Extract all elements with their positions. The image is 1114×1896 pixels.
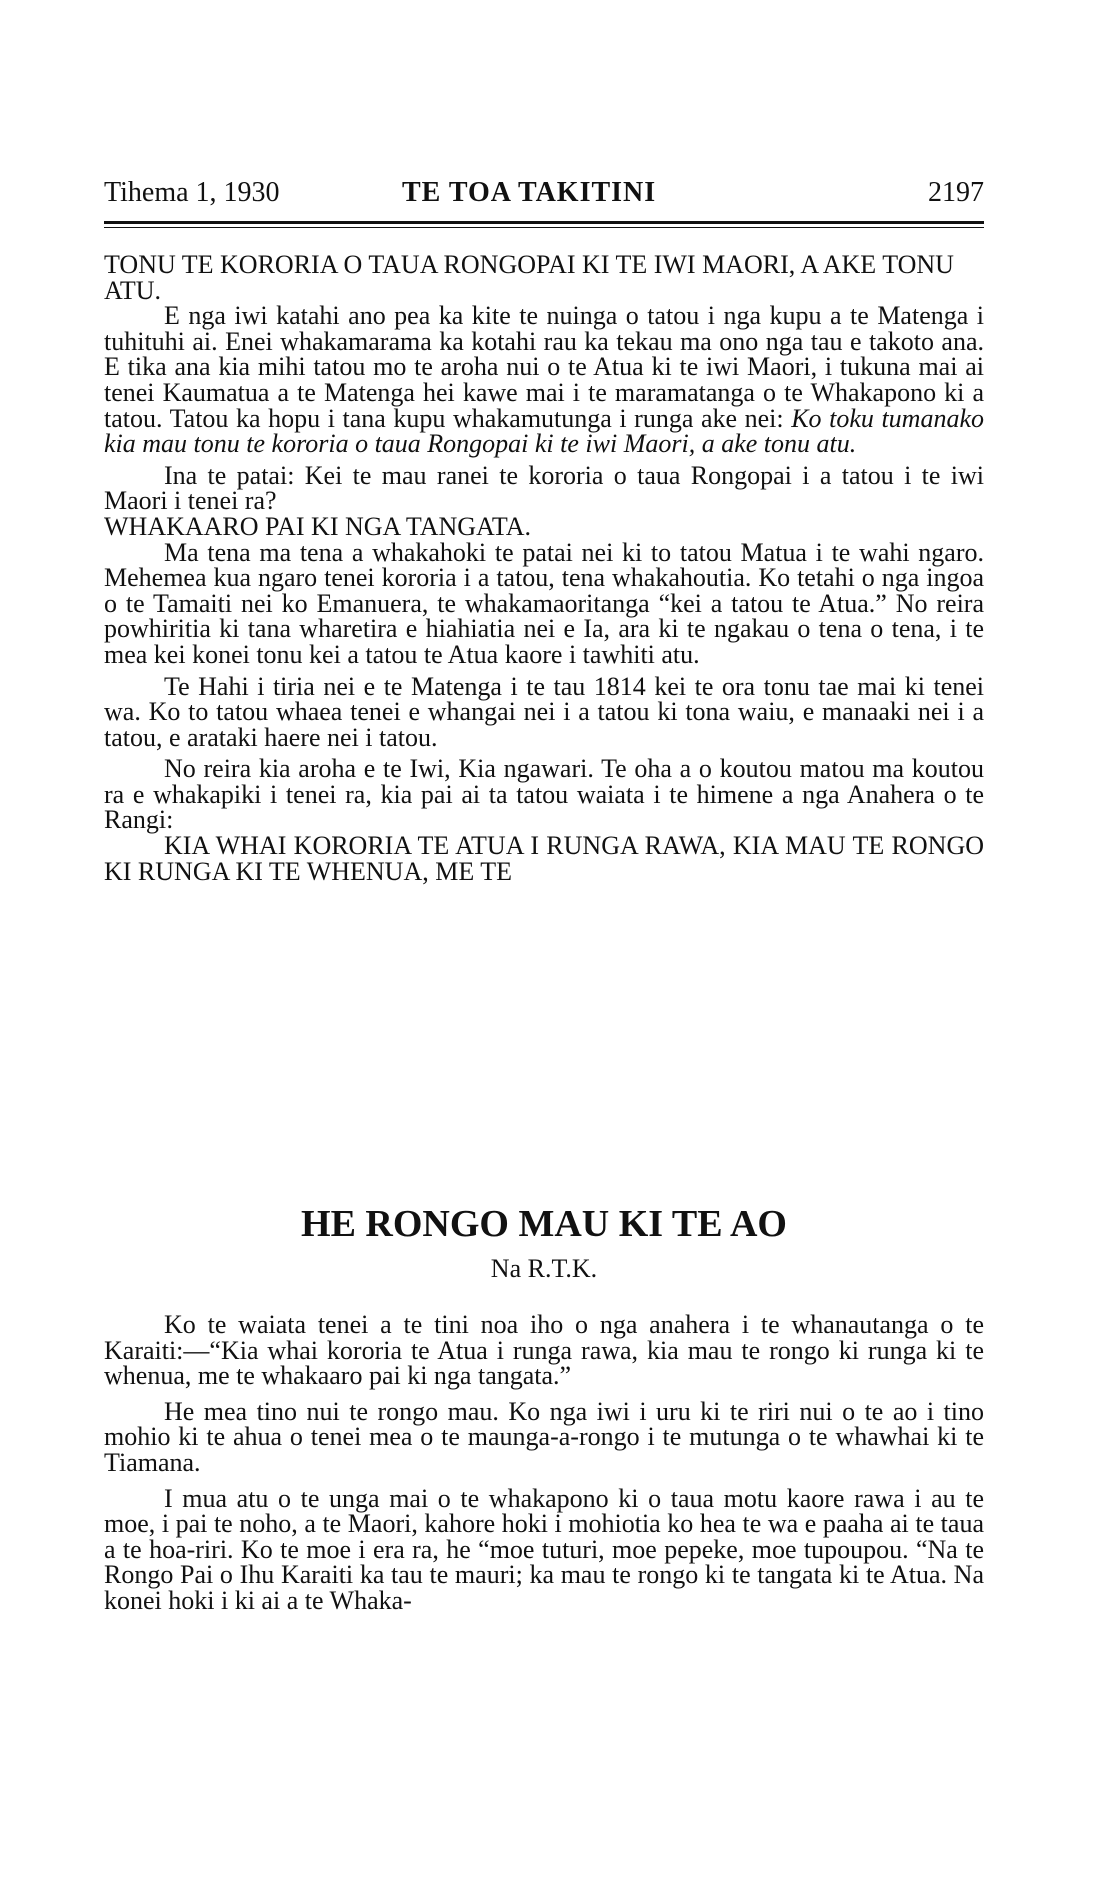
italic-quote: Ko toku tumanako kia mau tonu te kororia o taua Rongopai ki te iwi Maori, a ake tonu atu. — [104, 403, 984, 459]
paragraph — [104, 303, 984, 457]
article-heading: HE RONGO MAU KI TE AO — [301, 1203, 787, 1245]
paragraph: Te Hahi i tiria nei e te Matenga i te tau 1814 kei te ora tonu tae mai ki tenei wa. Ko to tatou whaea tenei e whangai nei i a tatou ki tona waiu, e manaaki nei i a tatou, e arataki haere nei i tatou. — [104, 671, 984, 752]
publication-title: TE TOA TAKITINI — [402, 177, 657, 208]
paragraph: No reira kia aroha e te Iwi, Kia ngawari. Te oha a o koutou matou ma koutou ra e whakapiki i tenei ra, kia pai ai ta tatou waiata i te himene a nga Anahera o te Rangi: — [104, 754, 984, 835]
article-body — [104, 1312, 984, 1614]
paragraph: Ko te waiata tenei a te tini noa iho o nga anahera i te whanautanga o te Karaiti:—“Kia whai kororia te Atua i runga rawa, kia mau te rongo ki runga ki te whenua, me te whakaaro pai ki nga tangata.” — [104, 1310, 984, 1391]
paragraph-text: E nga iwi katahi ano pea ka kite te nuinga o tatou i nga kupu a te Matenga i tuhituhi ai. Enei whakamarama ka kotahi rau ka tekau ma ono nga tau e takoto ana. E tika ana kia mihi tatou mo te aroha nui o te Atua ki te iwi Maori, i tukuna mai ai tenei Kaumatua a te Matenga hei kawe mai i te maramatanga o te Whakapono ki a tatou. Tatou ka hopu i tana kupu whakamutunga i runga ake nei: — [104, 301, 984, 433]
article-continued — [104, 252, 984, 884]
paragraph: I mua atu o te unga mai o te whakapono ki o taua motu kaore rawa i au te moe, i pai te noho, a te Maori, kahore hoki i mohiotia ko hea te wa e paaha ai te taua a te hoa-riri. Ko te moe i era ra, he “moe tuturi, moe pepeke, moe tupoupou. “Na te Rongo Pai o Ihu Karaiti ka tau te mauri; ka mau te rongo ki te tangata ki te Atua. Na konei hoki i ki ai a te Whaka- — [104, 1483, 984, 1615]
caps-paragraph: TONU TE KORORIA O TAUA RONGOPAI KI TE IWI MAORI, A AKE TONU ATU. — [104, 250, 954, 305]
page-number: 2197 — [928, 177, 984, 208]
caps-paragraph: KIA WHAI KORORIA TE ATUA I RUNGA RAWA, KIA MAU TE RONGO KI RUNGA KI TE WHENUA, ME TE — [104, 831, 984, 886]
paragraph: He mea tino nui te rongo mau. Ko nga iwi i uru ki te riri nui o te ao i tino mohio ki te ahua o tenei mea o te maunga-a-rongo i te mutunga o te whawhai ki te Tiamana. — [104, 1396, 984, 1477]
issue-date: Tihema 1, 1930 — [104, 177, 280, 208]
article-byline: Na R.T.K. — [490, 1254, 598, 1283]
paragraph: Ma tena ma tena a whakahoki te patai nei ki to tatou Matua i te wahi ngaro. Mehemea kua ngaro tenei kororia i a tatou, tena whakahoutia. Ko tetahi o nga ingoa o te Tamaiti nei ko Emanuera, te whakamaoritanga “kei a tatou te Atua.” No reira powhiritia ki tana wharetira e hiahiatia nei e Ia, ara ki te ngakau o tena o tena, i te mea kei konei tonu kei a tatou te Atua kaore i tawhiti atu. — [104, 537, 984, 669]
header-rule-thin — [104, 227, 984, 228]
paragraph: Ina te patai: Kei te mau ranei te kororia o taua Rongopai i a tatou i te iwi Maori i tenei ra? — [104, 460, 984, 516]
header-rule-thick — [104, 221, 984, 224]
running-header — [104, 177, 984, 217]
caps-paragraph: WHAKAARO PAI KI NGA TANGATA. — [104, 511, 532, 541]
